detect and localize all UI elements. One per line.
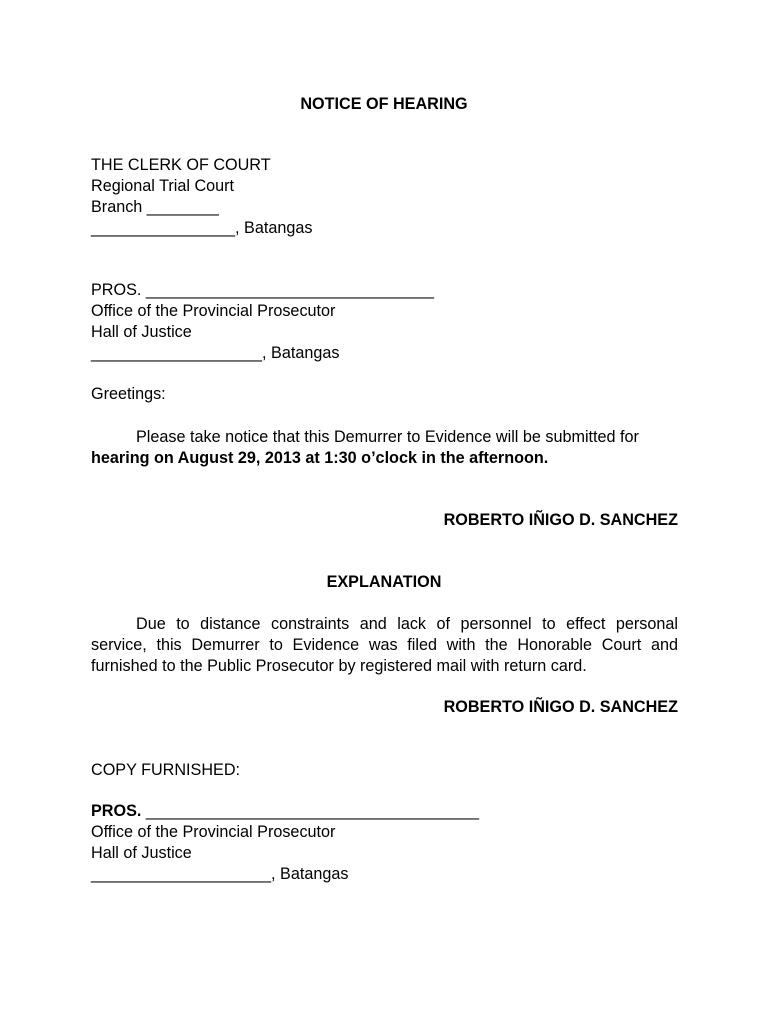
explanation-line3: furnished to the Public Prosecutor by registered mail with return card. (91, 657, 587, 675)
addressee2-line4: ___________________, Batangas (91, 344, 340, 362)
explanation-line1: Due to distance constraints and lack of personnel to effect personal (136, 615, 678, 633)
notice-line2: hearing on August 29, 2013 at 1:30 o’clock in the afternoon. (91, 449, 549, 467)
greeting: Greetings: (91, 385, 166, 403)
explanation-line2: service, this Demurrer to Evidence was filed with the Honorable Court and (91, 636, 678, 654)
signatory-2: ROBERTO IÑIGO D. SANCHEZ (443, 698, 678, 716)
copy-furnished-line3: Hall of Justice (91, 844, 192, 862)
copy-furnished-pros-blank: _____________________________________ (141, 802, 479, 820)
copy-furnished-line4: ____________________, Batangas (91, 865, 349, 883)
addressee2-line1: PROS. ________________________________ (91, 281, 434, 299)
notice-line1: Please take notice that this Demurrer to Evidence will be submitted for (136, 428, 639, 446)
explanation-title: EXPLANATION (326, 573, 442, 591)
addressee2-line2: Office of the Provincial Prosecutor (91, 302, 336, 320)
addressee1-line2: Regional Trial Court (91, 177, 235, 195)
copy-furnished-heading: COPY FURNISHED: (91, 761, 241, 779)
addressee1-line3: Branch ________ (91, 198, 219, 216)
copy-furnished-line1 (91, 801, 479, 821)
copy-furnished-pros-label: PROS. (91, 802, 142, 820)
addressee1-line1: THE CLERK OF COURT (91, 156, 271, 174)
signatory-1: ROBERTO IÑIGO D. SANCHEZ (443, 511, 678, 529)
copy-furnished-line2: Office of the Provincial Prosecutor (91, 823, 336, 841)
document-title: NOTICE OF HEARING (300, 95, 468, 113)
addressee1-line4: ________________, Batangas (91, 219, 313, 237)
addressee2-line3: Hall of Justice (91, 323, 192, 341)
